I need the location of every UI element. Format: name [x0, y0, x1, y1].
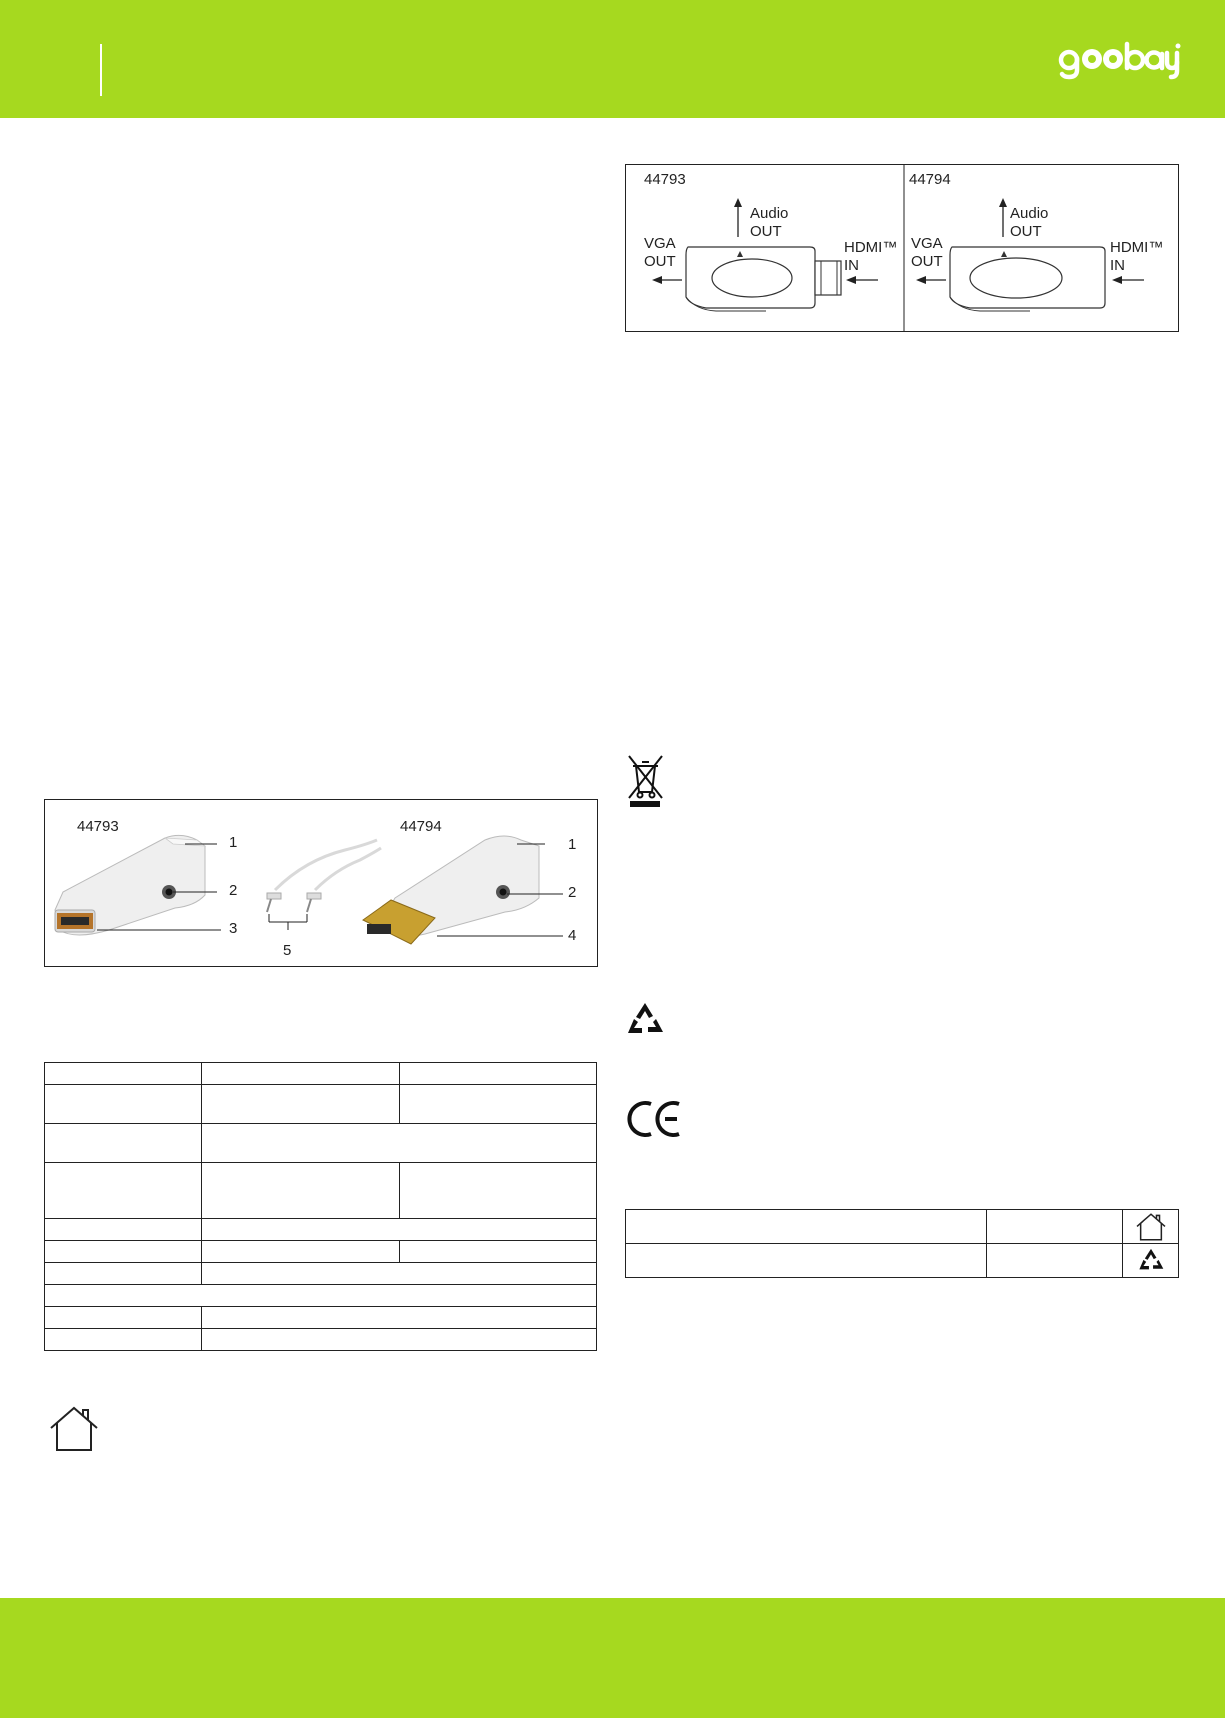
table-row: [45, 1263, 597, 1285]
product-photo: [44, 799, 598, 967]
table-cell: [201, 1124, 596, 1163]
table-row: [45, 1307, 597, 1329]
adapter-photo-44793: [55, 835, 205, 935]
header-band: [0, 0, 1225, 118]
table-row: [45, 1329, 597, 1351]
house-icon: [1134, 1213, 1168, 1241]
spec-table: [44, 1062, 597, 1351]
adapter-photo-44794: [363, 836, 539, 944]
house-icon: [48, 1406, 100, 1452]
table-cell: [201, 1063, 400, 1085]
table-cell: [45, 1124, 202, 1163]
callout-number: 4: [568, 927, 577, 944]
ce-mark-icon: [627, 1100, 683, 1138]
callout-number: 2: [229, 882, 238, 899]
table-cell: [626, 1244, 987, 1278]
table-cell: [1123, 1244, 1179, 1278]
diagram-model-44793: 44793: [644, 171, 686, 188]
table-cell: [45, 1219, 202, 1241]
table-cell: [400, 1063, 597, 1085]
callout-number: 3: [229, 920, 238, 937]
table-cell: [45, 1163, 202, 1219]
table-cell: [201, 1085, 400, 1124]
table-cell: [201, 1307, 596, 1329]
disposal-table: [625, 1209, 1179, 1278]
photo-model-44794: 44794: [400, 818, 442, 835]
table-cell: [45, 1329, 202, 1351]
callout-number: 1: [229, 834, 238, 851]
recycle-icon: [626, 1002, 664, 1038]
table-row: [45, 1124, 597, 1163]
connection-diagram-drawing: [626, 165, 1178, 331]
table-cell: [201, 1163, 400, 1219]
table-cell: [987, 1210, 1123, 1244]
photo-model-44793: 44793: [77, 818, 119, 835]
table-row: [45, 1241, 597, 1263]
table-cell: [201, 1219, 596, 1241]
table-row: [45, 1085, 597, 1124]
table-cell: [45, 1063, 202, 1085]
table-row: [626, 1244, 1179, 1278]
header-divider: [100, 44, 102, 96]
footer-band: [0, 1598, 1225, 1718]
recycle-icon: [1138, 1248, 1164, 1273]
diagram-hdmi-in-label: HDMI™ IN: [844, 239, 898, 274]
table-cell: [45, 1307, 202, 1329]
table-cell: [400, 1163, 597, 1219]
diagram-model-44794: 44794: [909, 171, 951, 188]
brand-logo: [1057, 38, 1181, 82]
diagram-audio-out-label: Audio OUT: [750, 205, 789, 240]
table-row: [45, 1285, 597, 1307]
table-row: [45, 1063, 597, 1085]
table-cell: [45, 1241, 202, 1263]
diagram-vga-out-label: VGA OUT: [911, 235, 943, 270]
table-cell: [45, 1285, 597, 1307]
table-row: [45, 1163, 597, 1219]
table-cell: [201, 1241, 400, 1263]
diagram-vga-out-label: VGA OUT: [644, 235, 676, 270]
table-cell: [45, 1263, 202, 1285]
table-row: [45, 1219, 597, 1241]
table-cell: [400, 1085, 597, 1124]
table-cell: [45, 1085, 202, 1124]
table-cell: [1123, 1210, 1179, 1244]
audio-cable-photo: [275, 840, 381, 890]
callout-number: 5: [283, 942, 292, 959]
table-cell: [201, 1329, 596, 1351]
table-cell: [987, 1244, 1123, 1278]
table-row: [626, 1210, 1179, 1244]
table-cell: [400, 1241, 597, 1263]
diagram-audio-out-label: Audio OUT: [1010, 205, 1049, 240]
crossed-out-bin-icon: [627, 754, 663, 808]
callout-number: 1: [568, 836, 577, 853]
callout-number: 2: [568, 884, 577, 901]
product-photo-drawing: [45, 800, 597, 966]
table-cell: [201, 1263, 596, 1285]
diagram-hdmi-in-label: HDMI™ IN: [1110, 239, 1164, 274]
table-cell: [626, 1210, 987, 1244]
connection-diagram: [625, 164, 1179, 332]
